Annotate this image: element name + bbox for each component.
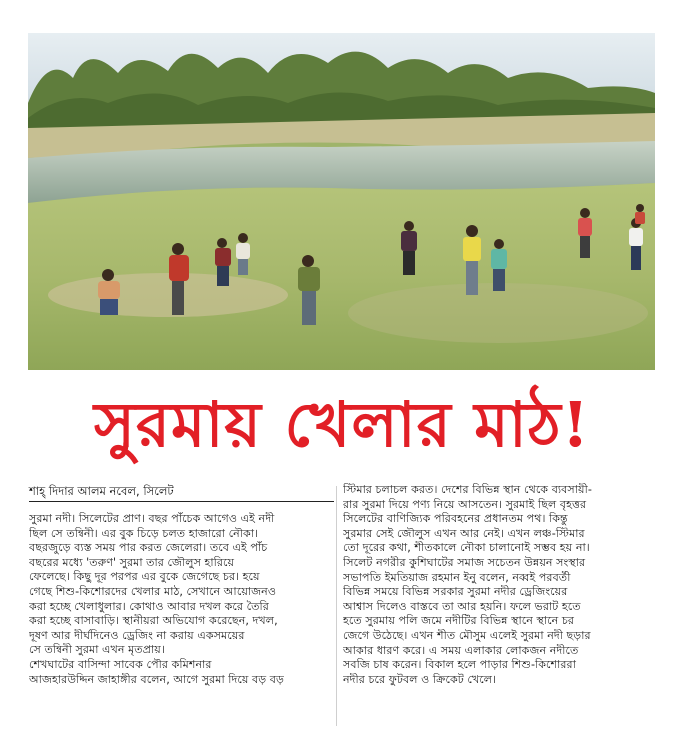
text-line: শেখঘাটের বাসিন্দা সাবেক পৌর কমিশনার <box>29 657 212 671</box>
text-line: বিভিন্ন সময়ে বিভিন্ন সরকার সুরমা নদীর ড্রেজিংয়ের <box>343 585 568 599</box>
text-line: দূষণ আর দীর্ঘদিনেও ড্রেজিং না করায় একসময়ের <box>29 628 245 642</box>
byline: শাহ্ দিদার আলম নবেল, সিলেট <box>29 483 334 502</box>
text-line: সবজি চাষ করেন। বিকাল হলে পাড়ার শিশু-কিশোররা <box>343 658 576 672</box>
text-line: আকার ধারণ করে। এ সময় এলাকার লোকজন নদীতে <box>343 643 579 657</box>
photo-illustration <box>28 33 655 370</box>
text-line: সিলেট নগরীর কুশিঘাটের সমাজ সচেতন উন্নয়ন সংস্থার <box>343 555 586 569</box>
text-line: স্টিমার চলাচল করত। দেশের বিভিন্ন স্থান থেকে ব্যবসায়ী- <box>343 483 592 496</box>
column-divider <box>336 486 337 726</box>
text-line: আশ্বাস দিলেও বাস্তবে তা আর হয়নি। ফলে ভরাট হতে <box>343 599 581 613</box>
text-line: গেছে শিশু-কিশোরদের খেলার মাঠ, সেখানে আয়োজনও <box>29 584 277 598</box>
text-line: সিলেটের বাণিজ্যিক পরিবহনের প্রধানতম পথ। কিন্তু <box>343 512 568 526</box>
text-line: করা হচ্ছে খেলাধুলার। কোথাও আবার দখল করে তৈরি <box>29 599 269 613</box>
text-line: নদীর চরে ফুটবল ও ক্রিকেট খেলে। <box>343 672 497 686</box>
article-body-right <box>343 483 648 687</box>
text-line: আজহারউদ্দিন জাহাঙ্গীর বলেন, আগে সুরমা দিয়ে বড় বড় <box>29 672 285 686</box>
text-line: সে তন্বিনী সুরমা এখন মৃতপ্রায়। <box>29 643 165 657</box>
text-line: বছরের মধ্যে 'তরুণ' সুরমা তার জৌলুস হারিয়ে <box>29 555 235 569</box>
article-column-right <box>343 483 648 687</box>
news-photo <box>28 33 655 370</box>
article-column-left <box>29 483 334 687</box>
text-line: সুরমা নদী। সিলেটের প্রাণ। বছর পাঁচেক আগেও এই নদী <box>29 512 275 525</box>
text-line: তো দূরের কথা, শীতকালে নৌকা চালানোই সম্ভব হয় না। <box>343 541 590 555</box>
text-line: বছরজুড়ে ব্যস্ত সময় পার করত জেলেরা। তবে এই পাঁচ <box>29 541 268 555</box>
headline: সুরমায় খেলার মাঠ! <box>93 388 591 461</box>
text-line: রার সুরমা দিয়ে পণ্য নিয়ে আসতেন। সুরমাই ছিল বৃহত্তর <box>343 497 587 511</box>
text-line: সভাপতি ইমতিয়াজ রহমান ইনু বলেন, নব্বই পরবর্তী <box>343 570 571 584</box>
text-line: সুরমার সেই জৌলুস এখন আর নেই। এখন লঞ্চ-স্টিমার <box>343 526 585 540</box>
text-line: ছিল সে তন্বিনী। এর বুক চিড়ে চলত হাজারো নৌকা। <box>29 526 259 540</box>
text-line: হতে সুরমায় পলি জমে নদীটির বিভিন্ন স্থানে স্থানে চর <box>343 614 575 628</box>
text-line: করা হচ্ছে বাসাবাড়ি। স্থানীয়রা অভিযোগ করেছেন, দখল, <box>29 614 278 628</box>
text-line: ফেলেছে। কিছু দূর পরপর এর বুকে জেগেছে চর। হয়ে <box>29 570 260 584</box>
text-line: জেগে উঠেছে। এখন শীত মৌসুম এলেই সুরমা নদী ছড়ার <box>343 628 591 642</box>
article-body-left <box>29 512 334 687</box>
